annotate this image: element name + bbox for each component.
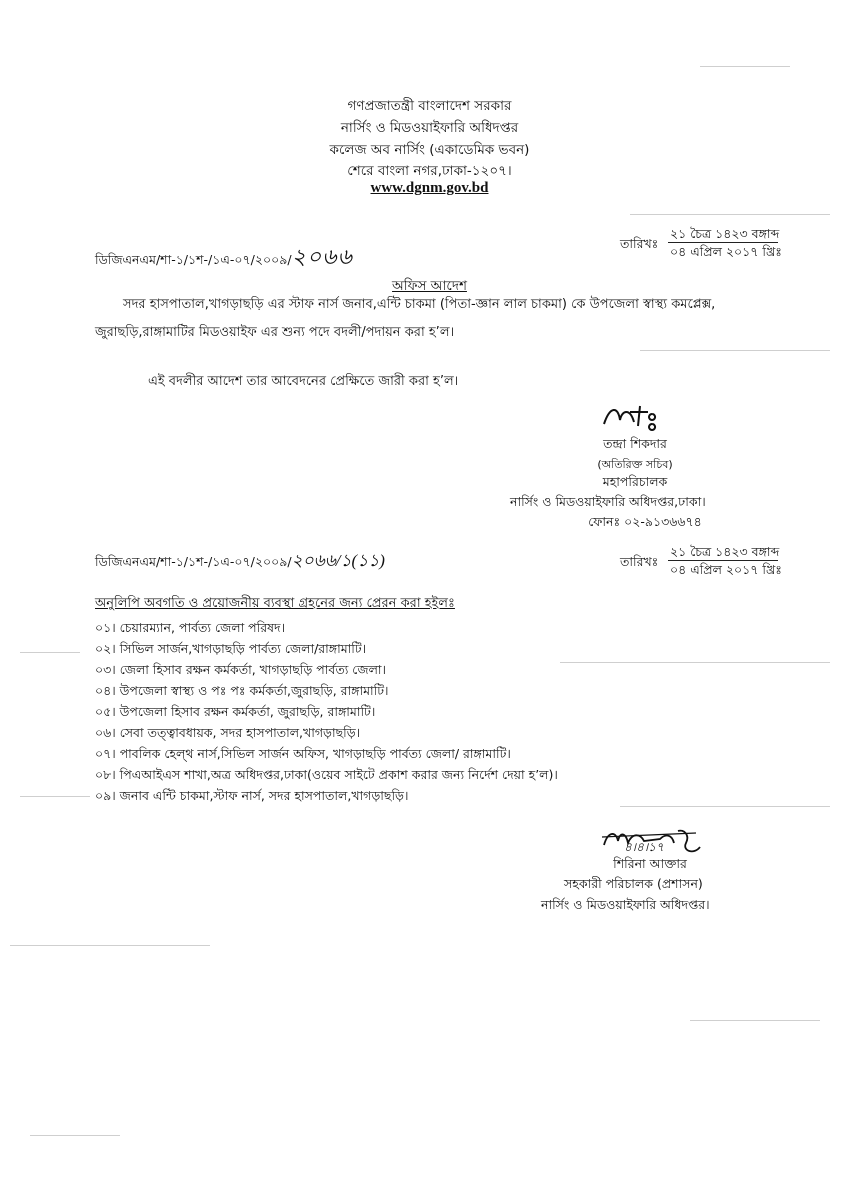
date-english: ০৪ এপ্রিল ২০১৭ খ্রিঃ <box>670 244 782 259</box>
office-address: শেরে বাংলা নগর,ঢাকা-১২০৭। <box>347 163 512 179</box>
reference-number: ডিজিএনএম/শা-১/১শ-/১এ-০৭/২০০৯/ <box>95 554 292 569</box>
handwritten-memo-number: ২০৬৬ <box>291 244 353 269</box>
memo-reference-2 <box>95 548 385 576</box>
signatory-1-designation: মহাপরিচালক <box>602 474 668 489</box>
reference-number: ডিজিএনএম/শা-১/১শ-/১এ-০৭/২০০৯/ <box>95 252 292 267</box>
signatory-1-phone: ফোনঃ ০২-৯১৩৬৬৭৪ <box>588 514 702 529</box>
signatory-2-office: নার্সিং ও মিডওয়াইফারি অধিদপ্তর। <box>541 897 710 912</box>
signature-mark-1 <box>600 402 670 432</box>
signatory-1-office: নার্সিং ও মিডওয়াইফারি অধিদপ্তর,ঢাকা। <box>510 494 706 509</box>
order-title: অফিস আদেশ <box>392 278 467 294</box>
scan-artifact <box>20 796 90 797</box>
list-item: ০১। চেয়ারম্যান, পার্বত্য জেলা পরিষদ। <box>95 620 286 635</box>
signatory-1-rank: (অতিরিক্ত সচিব) <box>597 458 673 471</box>
list-item: ০২। সিভিল সার্জন,খাগড়াছড়ি পার্বত্য জেলা/রাঙ্গামাটি। <box>95 641 367 656</box>
college-name: কলেজ অব নার্সিং (একাডেমিক ভবন) <box>329 142 530 158</box>
signatory-2-name: শিরিনা আক্তার <box>613 856 687 871</box>
list-item: ০৭। পাবলিক হেল্থ নার্স,সিভিল সার্জন অফিস, খাগড়াছড়ি পার্বত্য জেলা/ রাঙ্গামাটি। <box>95 746 511 761</box>
website-link[interactable]: www.dgnm.gov.bd <box>370 180 489 196</box>
scan-artifact <box>620 806 830 807</box>
order-paragraph-2: এই বদলীর আদেশ তার আবেদনের প্রেক্ষিতে জারী করা হ’ল। <box>148 374 459 389</box>
date-english: ০৪ এপ্রিল ২০১৭ খ্রিঃ <box>670 562 782 577</box>
govt-name: গণপ্রজাতন্ত্রী বাংলাদেশ সরকার <box>347 98 512 114</box>
signatory-1-name: তন্দ্রা শিকদার <box>603 436 667 451</box>
scan-artifact <box>630 214 830 215</box>
scan-artifact <box>690 1020 820 1021</box>
date-block-1 <box>620 226 790 266</box>
list-item: ০৮। পিএআইএস শাখা,অত্র অধিদপ্তর,ঢাকা(ওয়েব সাইটে প্রকাশ করার জন্য নির্দেশ দেয়া হ’ল)। <box>95 767 558 782</box>
scan-artifact <box>10 945 210 946</box>
date-bangla: ২১ চৈত্র ১৪২৩ বঙ্গাব্দ <box>670 544 780 559</box>
signatory-2-designation: সহকারী পরিচালক (প্রশাসন) <box>564 876 703 891</box>
date-divider <box>668 242 778 243</box>
scan-artifact <box>640 350 830 351</box>
list-item: ০৩। জেলা হিসাব রক্ষন কর্মকর্তা, খাগড়াছড়ি পার্বত্য জেলা। <box>95 662 386 677</box>
date-block-2 <box>620 544 790 584</box>
scan-artifact <box>700 66 790 67</box>
scan-artifact <box>560 662 830 663</box>
order-paragraph-line-2: জুরাছড়ি,রাঙ্গামাটির মিডওয়াইফ এর শুন্য পদে বদলী/পদায়ন করা হ’ল। <box>95 325 455 340</box>
handwritten-memo-number: ২০৬৬/১(১১) <box>291 551 385 570</box>
list-item: ০৫। উপজেলা হিসাব রক্ষন কর্মকর্তা, জুরাছড়ি, রাঙ্গামাটি। <box>95 704 376 719</box>
handwritten-sign-date: ৪।৪।১৭ <box>624 840 664 854</box>
list-item: ০৯। জনাব এন্টি চাকমা,স্টাফ নার্স, সদর হাসপাতাল,খাগড়াছড়ি। <box>95 788 409 803</box>
date-label: তারিখঃ <box>620 236 659 251</box>
memo-reference-1 <box>95 240 353 277</box>
date-bangla: ২১ চৈত্র ১৪২৩ বঙ্গাব্দ <box>670 226 780 241</box>
date-label: তারিখঃ <box>620 554 659 569</box>
scan-artifact <box>20 652 80 653</box>
list-item: ০৬। সেবা তত্ত্বাবধায়ক, সদর হাসপাতাল,খাগড়াছড়ি। <box>95 725 361 740</box>
directorate-name: নার্সিং ও মিডওয়াইফারি অধিদপ্তর <box>340 120 519 136</box>
date-divider <box>668 560 778 561</box>
scan-artifact <box>30 1135 120 1136</box>
order-paragraph-line-1: সদর হাসপাতাল,খাগড়াছড়ি এর স্টাফ নার্স জনাব,এন্টি চাকমা (পিতা-জ্ঞান লাল চাকমা) কে উপজেলা স্বাস্থ্য কমপ্লেক্স, <box>123 297 716 312</box>
copy-heading: অনুলিপি অবগতি ও প্রয়োজনীয় ব্যবস্থা গ্রহনের জন্য প্রেরন করা হইলঃ <box>95 596 455 611</box>
list-item: ০৪। উপজেলা স্বাস্থ্য ও পঃ পঃ কর্মকর্তা,জুরাছড়ি, রাঙ্গামাটি। <box>95 683 389 698</box>
